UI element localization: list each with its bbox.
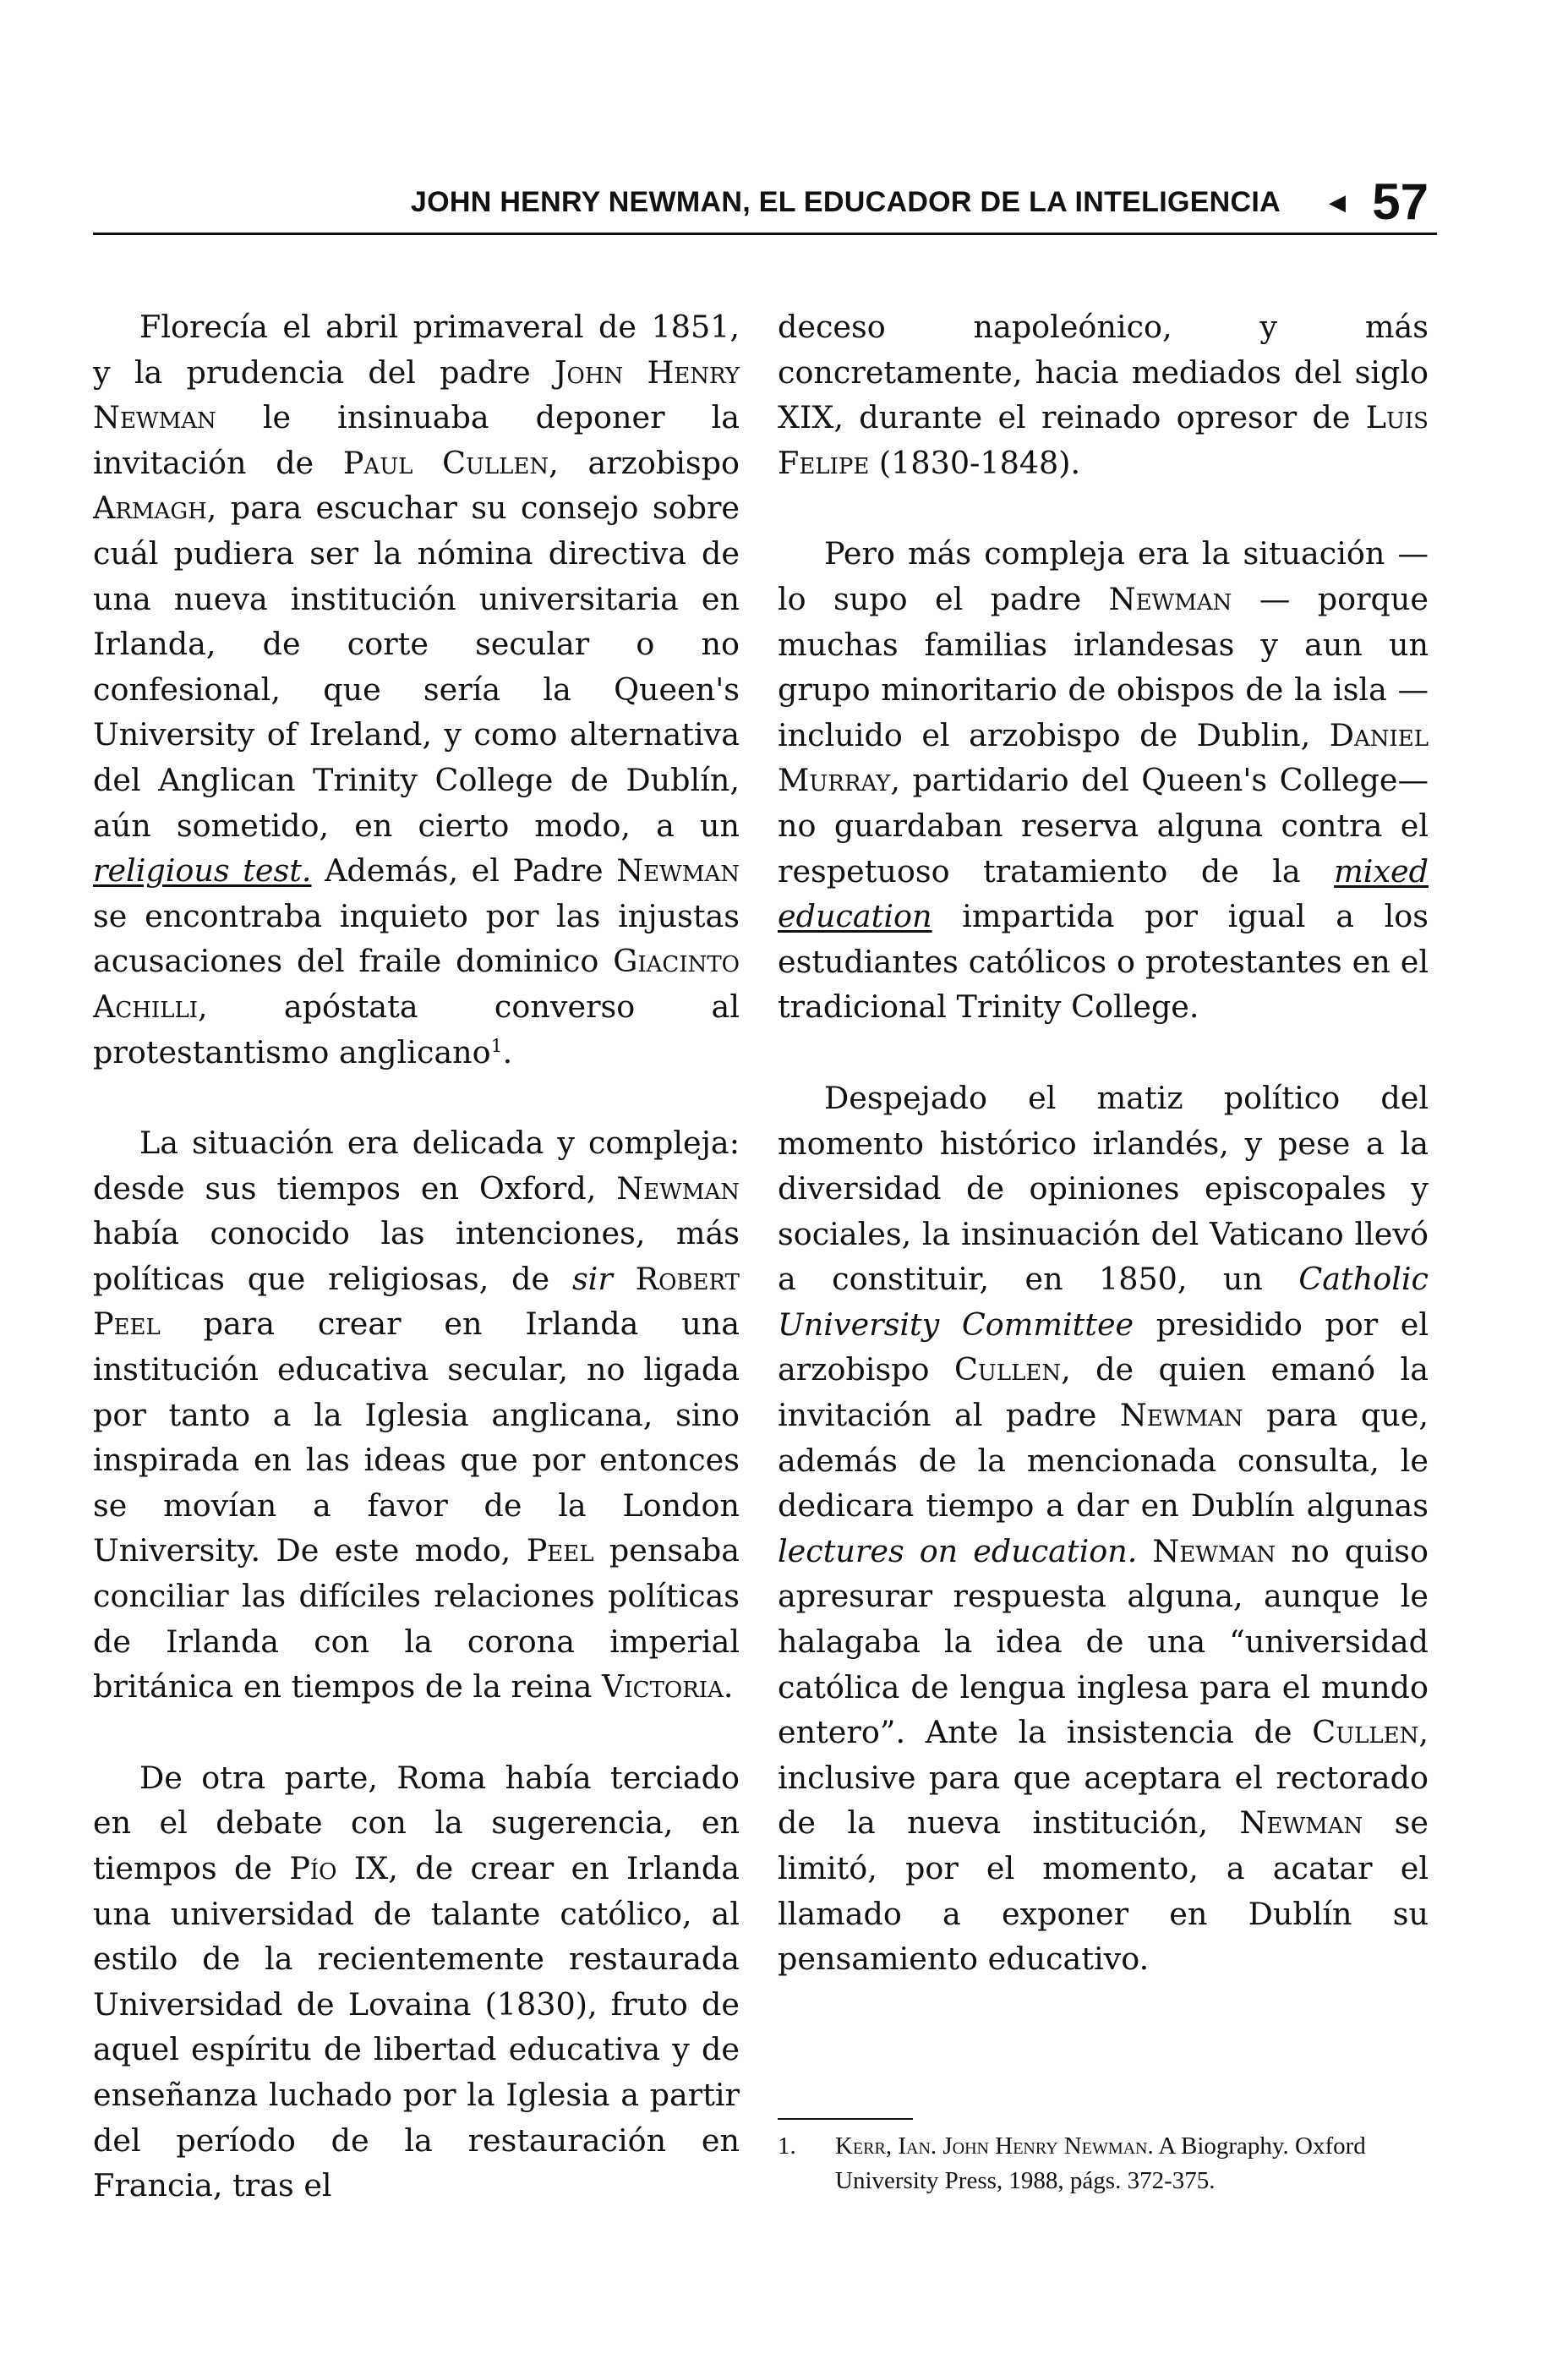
text-run: Además, el Padre xyxy=(311,852,617,890)
text-run xyxy=(613,1261,636,1297)
text-run: para que, además de la mencionada consulta, le dedicara tiempo a dar en Dublín algunas xyxy=(778,1397,1429,1525)
text-run: , apóstata converso al protestantismo anglicano xyxy=(93,988,740,1070)
footnote-reference[interactable]: 1 xyxy=(490,1035,503,1057)
paragraph-1 xyxy=(93,304,740,1075)
paragraph-5 xyxy=(778,531,1429,1030)
person-name: John Henry Newman xyxy=(93,353,740,436)
text-run: . xyxy=(502,1033,513,1070)
person-name: Newman xyxy=(1239,1804,1363,1842)
person-name: Giacinto Achilli xyxy=(93,943,740,1025)
person-name: Pío IX xyxy=(289,1850,389,1886)
emphasis-term: religious test. xyxy=(93,852,312,890)
footnote-text xyxy=(835,2129,1429,2198)
text-run: se encontraba inquieto por las injustas acusaciones del fraile dominico xyxy=(93,897,740,980)
text-run: , de crear en Irlanda una universidad de talante católico, al estilo de la recientemente restaurada Universidad de Lovaina (1830), fruto de aquel espíritu de libertad educativa y de enseñanza luchado por la Iglesia a partir del período de la restauración en Francia, tras el xyxy=(93,1850,740,2204)
text-run: La situación era delicada y compleja: desde sus tiempos en Oxford, xyxy=(93,1125,740,1207)
person-name: Victoria xyxy=(602,1668,724,1705)
text-run: había conocido las intenciones, más políticas que religiosas, de xyxy=(93,1215,740,1297)
paragraph-6 xyxy=(778,1076,1429,1982)
text-run: deceso napoleónico, y más concretamente, hacia mediados del siglo XIX, durante el reinado opresor de xyxy=(778,309,1429,436)
footnote-number: 1. xyxy=(778,2132,796,2160)
text-run: Florecía el abril primaveral de 1851, y la prudencia del padre xyxy=(93,309,740,391)
text-run: A Biography. Oxford University Press, 1988, págs. 372-375. xyxy=(835,2132,1366,2194)
text-run: — porque muchas familias irlandesas y aun un grupo minoritario de obispos de la isla —incluido el arzobispo de Dublin, xyxy=(778,580,1429,753)
text-run: , partidario del Queen's College— no guardaban reserva alguna contra el respetuoso tratamiento de la xyxy=(778,762,1429,890)
emphasis-term: mixed education xyxy=(778,852,1429,935)
emphasis-term: Catholic University Committee xyxy=(778,1261,1429,1343)
person-name: Daniel Murray xyxy=(778,716,1429,799)
footnote xyxy=(778,2129,1429,2198)
paragraph-3 xyxy=(93,1755,740,2209)
person-name: Cullen xyxy=(953,1351,1062,1388)
person-name: Newman xyxy=(1152,1532,1276,1569)
person-name: Robert Peel xyxy=(93,1260,740,1343)
left-pointer-icon: ◀ xyxy=(1329,189,1346,215)
person-name: Newman xyxy=(1108,580,1232,617)
text-run xyxy=(1137,1533,1152,1569)
text-run: impartida por igual a los estudiantes católicos o protestantes en el tradicional Trinity College. xyxy=(778,898,1429,1026)
running-header xyxy=(93,173,1437,237)
paragraph-4 xyxy=(778,304,1429,485)
text-run: De otra parte, Roma había terciado en el debate con la sugerencia, en tiempos de xyxy=(93,1759,740,1886)
right-column xyxy=(778,304,1429,2028)
person-name: Newman xyxy=(1119,1397,1243,1434)
author-name: Kerr, Ian. John Henry Newman. xyxy=(835,2132,1154,2160)
text-run: , de quien emanó la invitación al padre xyxy=(778,1351,1429,1434)
person-name: Armagh xyxy=(93,490,207,527)
paragraph-2 xyxy=(93,1120,740,1710)
person-name: Newman xyxy=(616,852,740,890)
person-name: Luis Felipe xyxy=(778,399,1429,481)
text-run: pensaba conciliar las difíciles relaciones políticas de Irlanda con la corona imperial británica en tiempos de la reina xyxy=(93,1532,740,1705)
header-rule xyxy=(93,233,1437,235)
text-run: Pero más compleja era la situación —lo supo el padre xyxy=(778,535,1429,617)
person-name: Peel xyxy=(526,1532,594,1569)
person-name: Cullen xyxy=(1312,1714,1419,1751)
text-run: le insinuaba deponer la invitación de xyxy=(93,399,740,481)
text-run: presidido por el arzobispo xyxy=(778,1306,1429,1388)
text-run: para crear en Irlanda una institución educativa secular, no ligada por tanto a la Iglesia anglicana, sino inspirada en las ideas que por entonces se movían a favor de la London University. De este modo, xyxy=(93,1306,740,1569)
running-title: JOHN HENRY NEWMAN, EL EDUCADOR DE LA INTELIGENCIA xyxy=(410,186,1281,218)
text-run: , inclusive para que aceptara el rectorado de la nueva institución, xyxy=(778,1714,1429,1842)
text-run: , para escuchar su consejo sobre cuál pudiera ser la nómina directiva de una nueva institución universitaria en Irlanda, de corte secular o no confesional, que sería la Queen's University of Ireland, y como alternativa del Anglican Trinity College de Dublín, aún sometido, en cierto modo, a un xyxy=(93,490,740,844)
text-run: , arzobispo xyxy=(549,444,740,481)
text-run: no quiso apresurar respuesta alguna, aunque le halagaba la idea de una “universidad católica de lengua inglesa para el mundo entero”. Ante la insistencia de xyxy=(778,1532,1429,1751)
person-name: Newman xyxy=(616,1169,740,1207)
text-run: . xyxy=(723,1668,734,1705)
emphasis-term: lectures on education. xyxy=(778,1532,1138,1569)
text-run: Despejado el matiz político del momento histórico irlandés, y pese a la diversidad de opiniones episcopales y sociales, la insinuación del Vaticano llevó a constituir, en 1850, un xyxy=(778,1079,1429,1298)
text-run: (1830-1848). xyxy=(869,444,1081,481)
text-run: se limitó, por el momento, a acatar el llamado a exponer en Dublín su pensamiento educativo. xyxy=(778,1804,1429,1978)
left-column xyxy=(93,304,740,2254)
page-number: 57 xyxy=(1372,173,1429,230)
footnote-rule xyxy=(778,2118,913,2120)
emphasis-term: sir xyxy=(571,1260,613,1297)
person-name: Paul Cullen xyxy=(342,444,549,481)
